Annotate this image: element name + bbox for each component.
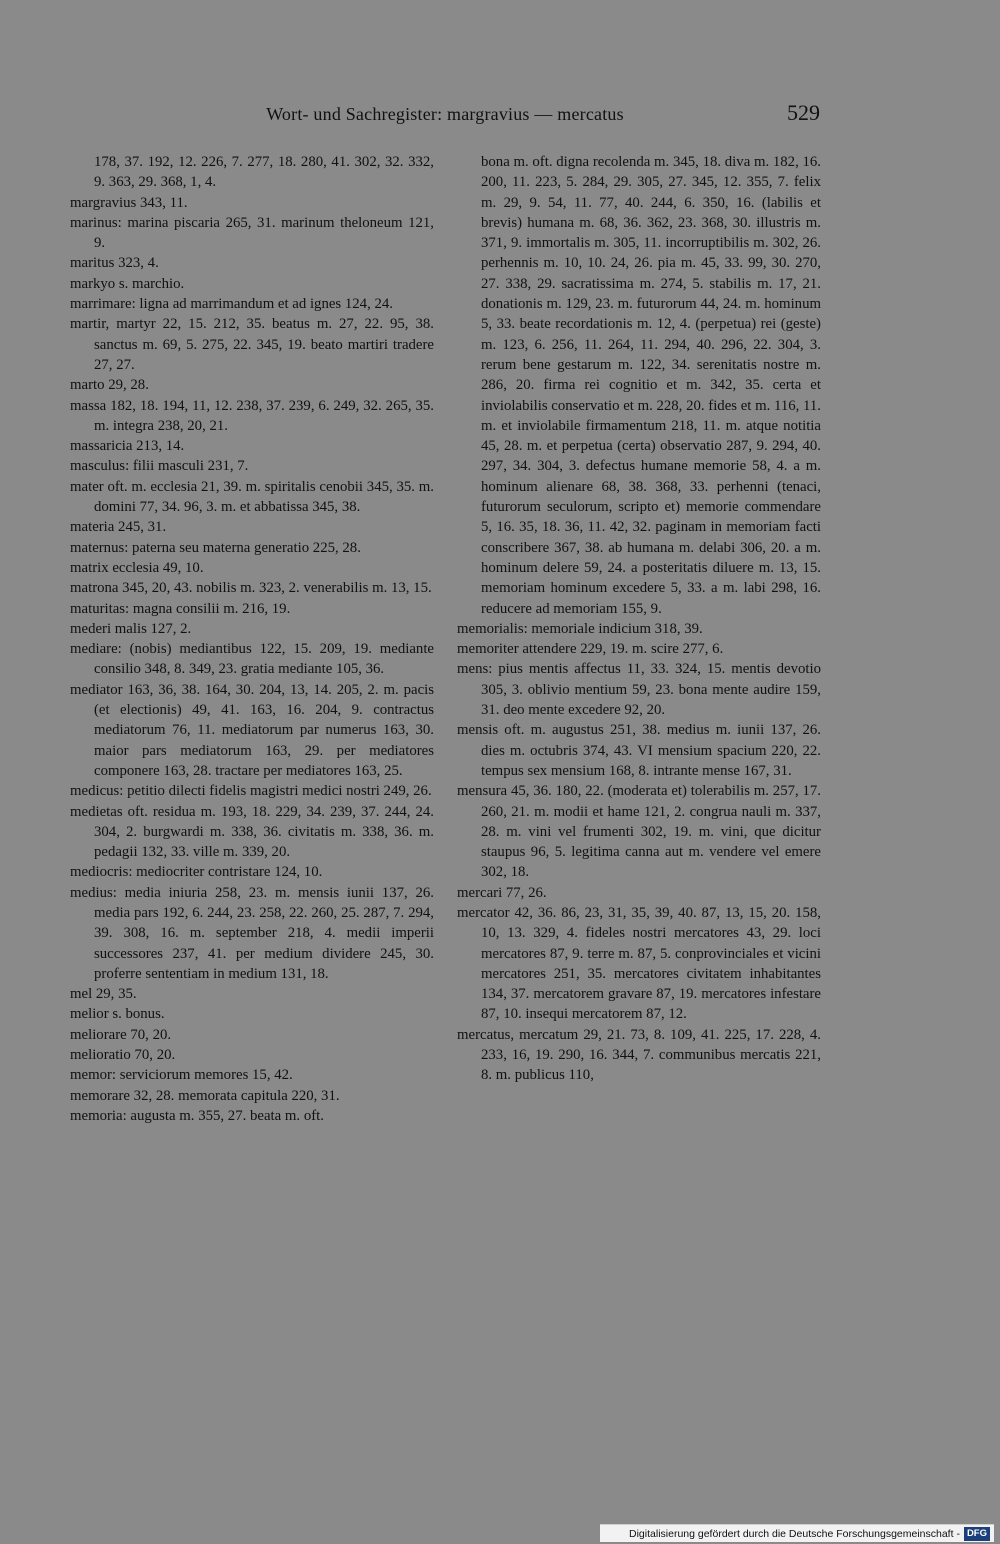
- index-entry: marinus: marina piscaria 265, 31. marinum theloneum 121, 9.: [70, 214, 434, 252]
- index-entry: matrix ecclesia 49, 10.: [70, 559, 204, 576]
- index-entry: bona m. oft. digna recolenda m. 345, 18. diva m. 182, 16. 200, 11. 223, 5. 284, 29. 305, 27. 345, 12. 355, 7. felix m. 29, 9. 54, 11. 77, 40. 244, 6. 350, 16. (labilis et brevis) humana m. 68, 36. 362, 23. 368, 30. illustris m. 371, 9. immortalis m. 305, 11. incorruptibilis m. 302, 26. perhennis m. 10, 10. 24, 26. pia m. 45, 33. 99, 30. 270, 27. 338, 29. sacratissima m. 274, 5. stabilis m. 17, 21. donationis m. 129, 23. m. futurorum 44, 24. m. hominum 5, 33. beate recordationis m. 12, 4. (perpetua) rei (geste) m. 123, 6. 256, 11. 264, 11. 294, 40. 296, 22. 304, 3. rerum bene gestarum m. 122, 34. serenitatis nostre m. 286, 20. firma rei cognitio et m. 342, 35. certa et inviolabilis conservatio et m. 228, 20. fides et m. 116, 11. m. et inviolabile firmamentum 218, 11. m. atque notitia 45, 28. m. et perpetua (certa) observatio 287, 9. 294, 40. 297, 34. 304, 3. defectus humane memorie 58, 4. a m. hominum alienare 68, 38. 368, 33. perhenni (tenaci, futurorum seculorum, scripto et) memorie commendare 5, 16. 35, 18. 36, 11. 42, 32. paginam in memoriam facti conscribere 367, 38. ab humana m. delabi 306, 20. a m. hominum delere 59, 24. a posteritatis diluere m. 13, 15. memoriam hominum excedere 5, 33. a m. labi 298, 16. reducere ad memoriam 155, 9.: [481, 154, 822, 617]
- right-column: [457, 152, 821, 1086]
- index-entry: maturitas: magna consilii m. 216, 19.: [70, 600, 291, 617]
- index-entry: mensis oft. m. augustus 251, 38. medius m. iunii 137, 26. dies m. octubris 374, 43. VI mensium spacium 220, 22. tempus sex mensium 168, 8. intrante mense 167, 31.: [457, 722, 821, 779]
- index-entry: marrimare: ligna ad marrimandum et ad ignes 124, 24.: [70, 296, 393, 313]
- index-entry: 178, 37. 192, 12. 226, 7. 277, 18. 280, 41. 302, 32. 332, 9. 363, 29. 368, 1, 4.: [94, 154, 434, 191]
- index-entry: mercari 77, 26.: [457, 884, 547, 901]
- index-entry: materia 245, 31.: [70, 519, 167, 536]
- footer-bar: [600, 1524, 994, 1542]
- index-entry: matrona 345, 20, 43. nobilis m. 323, 2. venerabilis m. 13, 15.: [70, 580, 432, 597]
- index-entry: mel 29, 35.: [70, 986, 137, 1003]
- running-title: Wort- und Sachregister: margravius — mercatus: [266, 104, 624, 124]
- dfg-logo: DFG: [964, 1527, 990, 1541]
- index-entry: medius: media iniuria 258, 23. m. mensis iunii 137, 26. media pars 192, 6. 244, 23. 258, 22. 260, 25. 287, 7. 294, 39. 308, 16. m. september 218, 4. medii imperii successores 237, 41. per medium dividere 245, 30. proferre sententiam in medium 131, 18.: [70, 884, 434, 982]
- index-entry: memorare 32, 28. memorata capitula 220, 31.: [70, 1087, 340, 1104]
- index-entry: martir, martyr 22, 15. 212, 35. beatus m. 27, 22. 95, 38. sanctus m. 69, 5. 275, 22. 345, 19. beato martiri tradere 27, 27.: [70, 316, 434, 373]
- index-entry: memor: serviciorum memores 15, 42.: [70, 1067, 293, 1084]
- index-entry: massaricia 213, 14.: [70, 438, 185, 455]
- index-entry: memorialis: memoriale indicium 318, 39.: [457, 620, 703, 637]
- index-entry: marto 29, 28.: [70, 377, 149, 394]
- index-entry: mensura 45, 36. 180, 22. (moderata et) tolerabilis m. 257, 17. 260, 21. m. modii et hame 121, 2. congrua nauli m. 337, 28. m. vini vel frumenti 302, 19. m. vini, que dicitur staupus 96, 5. legitima canna aut m. vendere vel emere 302, 18.: [457, 783, 821, 881]
- index-entry: mens: pius mentis affectus 11, 33. 324, 15. mentis devotio 305, 3. oblivio mentium 59, 23. bona mente audire 159, 31. deo mente excedere 92, 20.: [457, 661, 821, 719]
- index-entry: memoriter attendere 229, 19. m. scire 277, 6.: [457, 641, 724, 658]
- index-entry: mediare: (nobis) mediantibus 122, 15. 209, 19. mediante consilio 348, 8. 349, 23. gratia mediante 105, 36.: [70, 641, 434, 678]
- index-entry: margravius 343, 11.: [70, 194, 188, 211]
- index-entry: melior s. bonus.: [70, 1006, 165, 1023]
- index-entry: maternus: paterna seu materna generatio 225, 28.: [70, 539, 361, 556]
- index-entry: medicus: petitio dilecti fidelis magistri medici nostri 249, 26.: [70, 783, 432, 800]
- index-entry: medietas oft. residua m. 193, 18. 229, 34. 239, 37. 244, 24. 304, 2. burgwardi m. 338, 36. civitatis m. 338, 36. m. pedagii 132, 33. ville m. 339, 20.: [70, 803, 434, 861]
- index-entry: meliorare 70, 20.: [70, 1026, 172, 1043]
- index-entry: maritus 323, 4.: [70, 255, 159, 272]
- index-entry: mercatus, mercatum 29, 21. 73, 8. 109, 41. 225, 17. 228, 4. 233, 16, 19. 290, 16. 344, 7. communibus mercatis 221, 8. m. publicus 110,: [457, 1026, 821, 1084]
- footer-text: Digitalisierung gefördert durch die Deutsche Forschungsgemeinschaft -: [629, 1527, 960, 1540]
- index-entry: memoria: augusta m. 355, 27. beata m. oft.: [70, 1107, 324, 1124]
- left-column: [70, 152, 434, 1126]
- page-number: 529: [787, 100, 820, 125]
- index-entry: mediator 163, 36, 38. 164, 30. 204, 13, 14. 205, 2. m. pacis (et electionis) 49, 41. 163, 16. 204, 9. contractus mediatorum 76, 11. mediatorum par numerus 163, 30. maior pars mediatorum 163, 29. per mediatores componere 163, 28. tractare per mediatores 163, 25.: [70, 681, 434, 779]
- index-entry: markyo s. marchio.: [70, 275, 185, 292]
- index-entry: mediocris: mediocriter contristare 124, 10.: [70, 864, 323, 881]
- index-entry: mater oft. m. ecclesia 21, 39. m. spiritalis cenobii 345, 35. m. domini 77, 34. 96, 3. m. et abbatissa 345, 38.: [70, 478, 434, 516]
- page-header: [70, 100, 820, 130]
- index-entry: massa 182, 18. 194, 11, 12. 238, 37. 239, 6. 249, 32. 265, 35. m. integra 238, 20, 21.: [70, 397, 434, 434]
- index-entry: masculus: filii masculi 231, 7.: [70, 458, 249, 475]
- index-entry: mederi malis 127, 2.: [70, 620, 192, 637]
- index-entry: melioratio 70, 20.: [70, 1047, 176, 1064]
- index-entry: mercator 42, 36. 86, 23, 31, 35, 39, 40. 87, 13, 15, 20. 158, 10, 13. 329, 4. fideles nostri mercatores 43, 29. loci mercatores 87, 9. terre m. 87, 5. conprovinciales et vicini mercatores 251, 35. mercatores civitatem inhabitantes 134, 37. mercatorem gravare 87, 19. mercatores infestare 87, 10. insequi mercatorem 87, 12.: [457, 904, 821, 1023]
